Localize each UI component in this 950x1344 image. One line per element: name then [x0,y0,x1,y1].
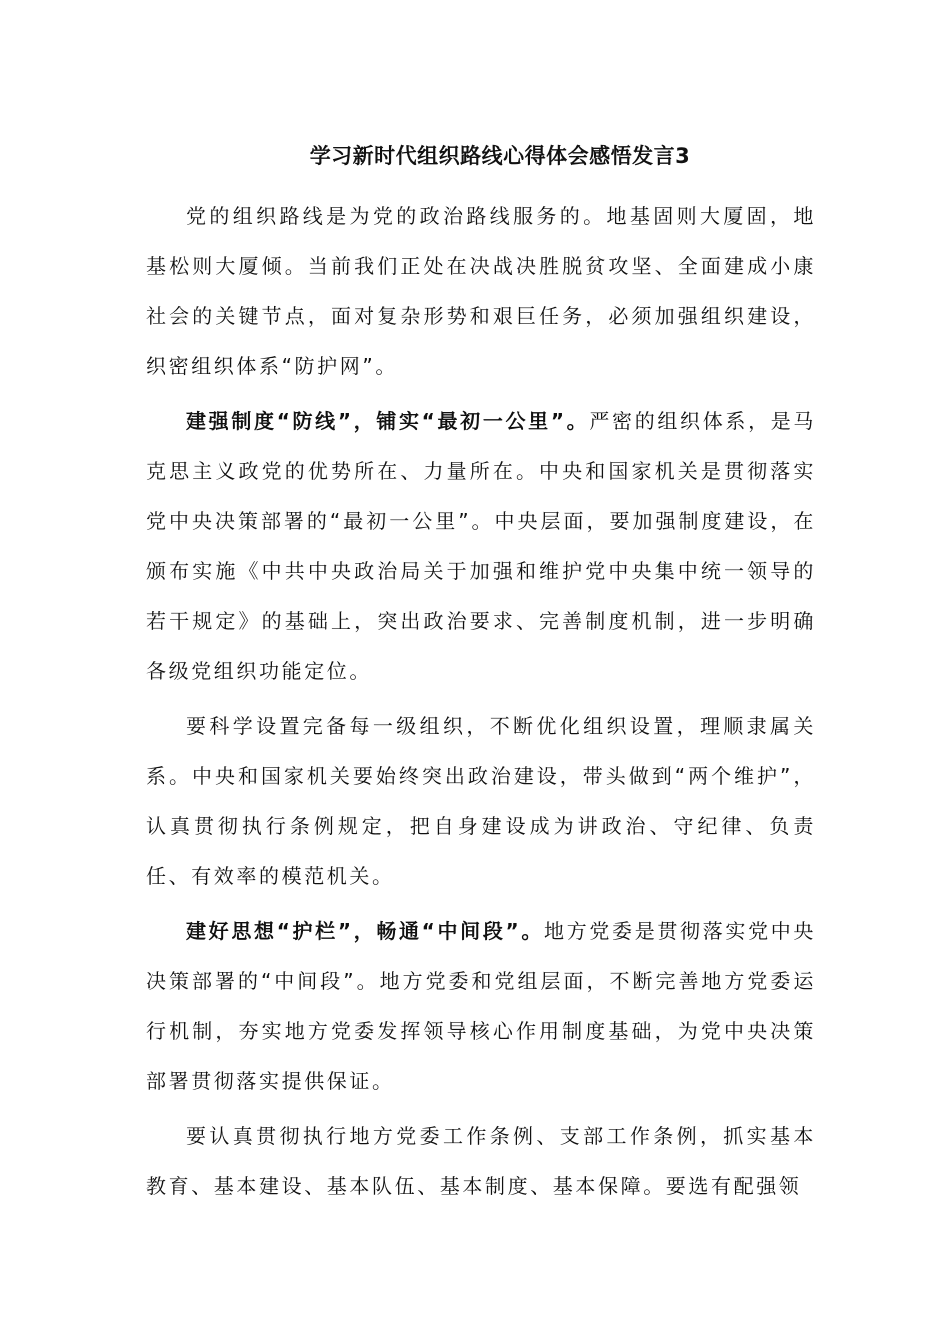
paragraph-regulations [146,1111,816,1211]
paragraph-system-defense [146,396,816,696]
paragraph-ideological-guardrail [146,906,816,1106]
document-title: 学习新时代组织路线心得体会感悟发言3 [309,144,691,168]
paragraph-text: 要认真贯彻执行地方党委工作条例、支部工作条例，抓实基本教育、基本建设、基本队伍、基本制度、基本保障。要选有配强领 [146,1124,816,1198]
paragraph-lead: 建强制度“防线”，铺实“最初一公里”。 [186,409,590,433]
paragraph-organization-setup [146,701,816,901]
paragraph-text: 严密的组织体系，是马克思主义政党的优势所在、力量所在。中央和国家机关是贯彻落实党中央决策部署的“最初一公里”。中央层面，要加强制度建设，在颁布实施《中共中央政治局关于加强和维护党中央集中统一领导的若干规定》的基础上，突出政治要求、完善制度机制，进一步明确各级党组织功能定位。 [146,409,817,683]
paragraph-text: 地方党委是贯彻落实党中央决策部署的“中间段”。地方党委和党组层面，不断完善地方党委运行机制，夯实地方党委发挥领导核心作用制度基础，为党中央决策部署贯彻落实提供保证。 [146,919,817,1093]
paragraph-lead: 建好思想“护栏”，畅通“中间段”。 [186,919,545,943]
paragraph-text: 党的组织路线是为党的政治路线服务的。地基固则大厦固，地基松则大厦倾。当前我们正处在决战决胜脱贫攻坚、全面建成小康社会的关键节点，面对复杂形势和艰巨任务，必须加强组织建设，织密组织体系“防护网”。 [146,204,816,378]
document-body [146,191,816,1216]
paragraph-text: 要科学设置完备每一级组织，不断优化组织设置，理顺隶属关系。中央和国家机关要始终突出政治建设，带头做到“两个维护”，认真贯彻执行条例规定，把自身建设成为讲政治、守纪律、负责任、有效率的模范机关。 [146,714,816,888]
paragraph-intro [146,191,816,391]
